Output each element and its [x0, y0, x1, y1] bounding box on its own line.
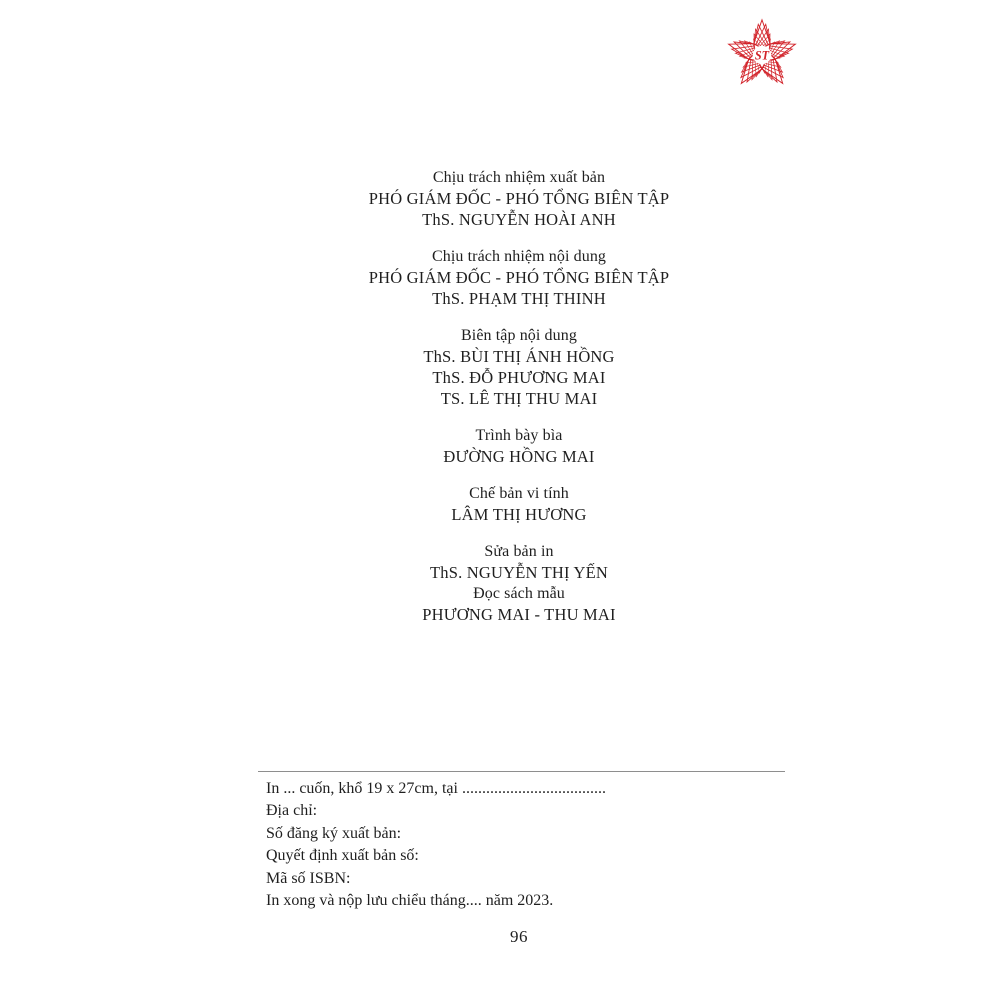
- credit-role-label: Biên tập nội dung: [461, 327, 577, 344]
- print-info-line: Mã số ISBN:: [266, 869, 351, 887]
- page-number: 96: [510, 927, 528, 946]
- credit-person-name: ThS. NGUYỄN HOÀI ANH: [422, 210, 616, 229]
- credit-role-label: Sửa bản in: [484, 543, 554, 560]
- logo-monogram: ST: [754, 48, 770, 63]
- credit-person-name: ThS. PHẠM THỊ THINH: [432, 289, 606, 308]
- credit-block: [19, 246, 1000, 309]
- star-burst-logo-icon: [723, 16, 801, 94]
- credit-person-name: PHÓ GIÁM ĐỐC - PHÓ TỔNG BIÊN TẬP: [368, 189, 670, 208]
- publishing-credits: [19, 167, 1000, 625]
- credit-block: [19, 325, 1000, 409]
- credit-block: [19, 541, 1000, 583]
- credit-block: [19, 483, 1000, 525]
- print-info-line: In ... cuốn, khổ 19 x 27cm, tại ....................................: [266, 780, 606, 797]
- print-info-lines: [258, 778, 785, 912]
- credit-role-label: Chịu trách nhiệm nội dung: [431, 248, 607, 265]
- credit-role-label: Chịu trách nhiệm xuất bản: [432, 169, 606, 186]
- divider-line: [258, 771, 785, 772]
- print-info-line: Quyết định xuất bản số:: [266, 847, 419, 865]
- credit-person-name: ThS. NGUYỄN THỊ YẾN: [430, 563, 608, 582]
- credit-role-label: Chế bản vi tính: [469, 485, 569, 502]
- credit-person-name: LÂM THỊ HƯƠNG: [451, 505, 587, 524]
- credit-block: [19, 167, 1000, 230]
- credit-person-name: ThS. BÙI THỊ ÁNH HỒNG: [423, 347, 615, 366]
- credit-person-name: TS. LÊ THỊ THU MAI: [440, 389, 598, 408]
- credit-role-label: Trình bày bìa: [475, 427, 563, 444]
- print-info-section: [258, 771, 785, 912]
- print-info-line: Số đăng ký xuất bản:: [266, 824, 402, 842]
- credit-block: [19, 583, 1000, 625]
- print-info-line: In xong và nộp lưu chiểu tháng.... năm 2023.: [266, 892, 554, 910]
- credit-person-name: ThS. ĐỖ PHƯƠNG MAI: [432, 368, 606, 387]
- credit-person-name: PHƯƠNG MAI - THU MAI: [422, 605, 616, 624]
- credit-person-name: ĐƯỜNG HỒNG MAI: [443, 447, 595, 466]
- credit-role-label: Đọc sách mẫu: [473, 585, 565, 602]
- publisher-logo: [723, 16, 801, 94]
- credit-block: [19, 425, 1000, 467]
- print-info-line: Địa chỉ:: [266, 802, 318, 820]
- credit-person-name: PHÓ GIÁM ĐỐC - PHÓ TỔNG BIÊN TẬP: [368, 268, 670, 287]
